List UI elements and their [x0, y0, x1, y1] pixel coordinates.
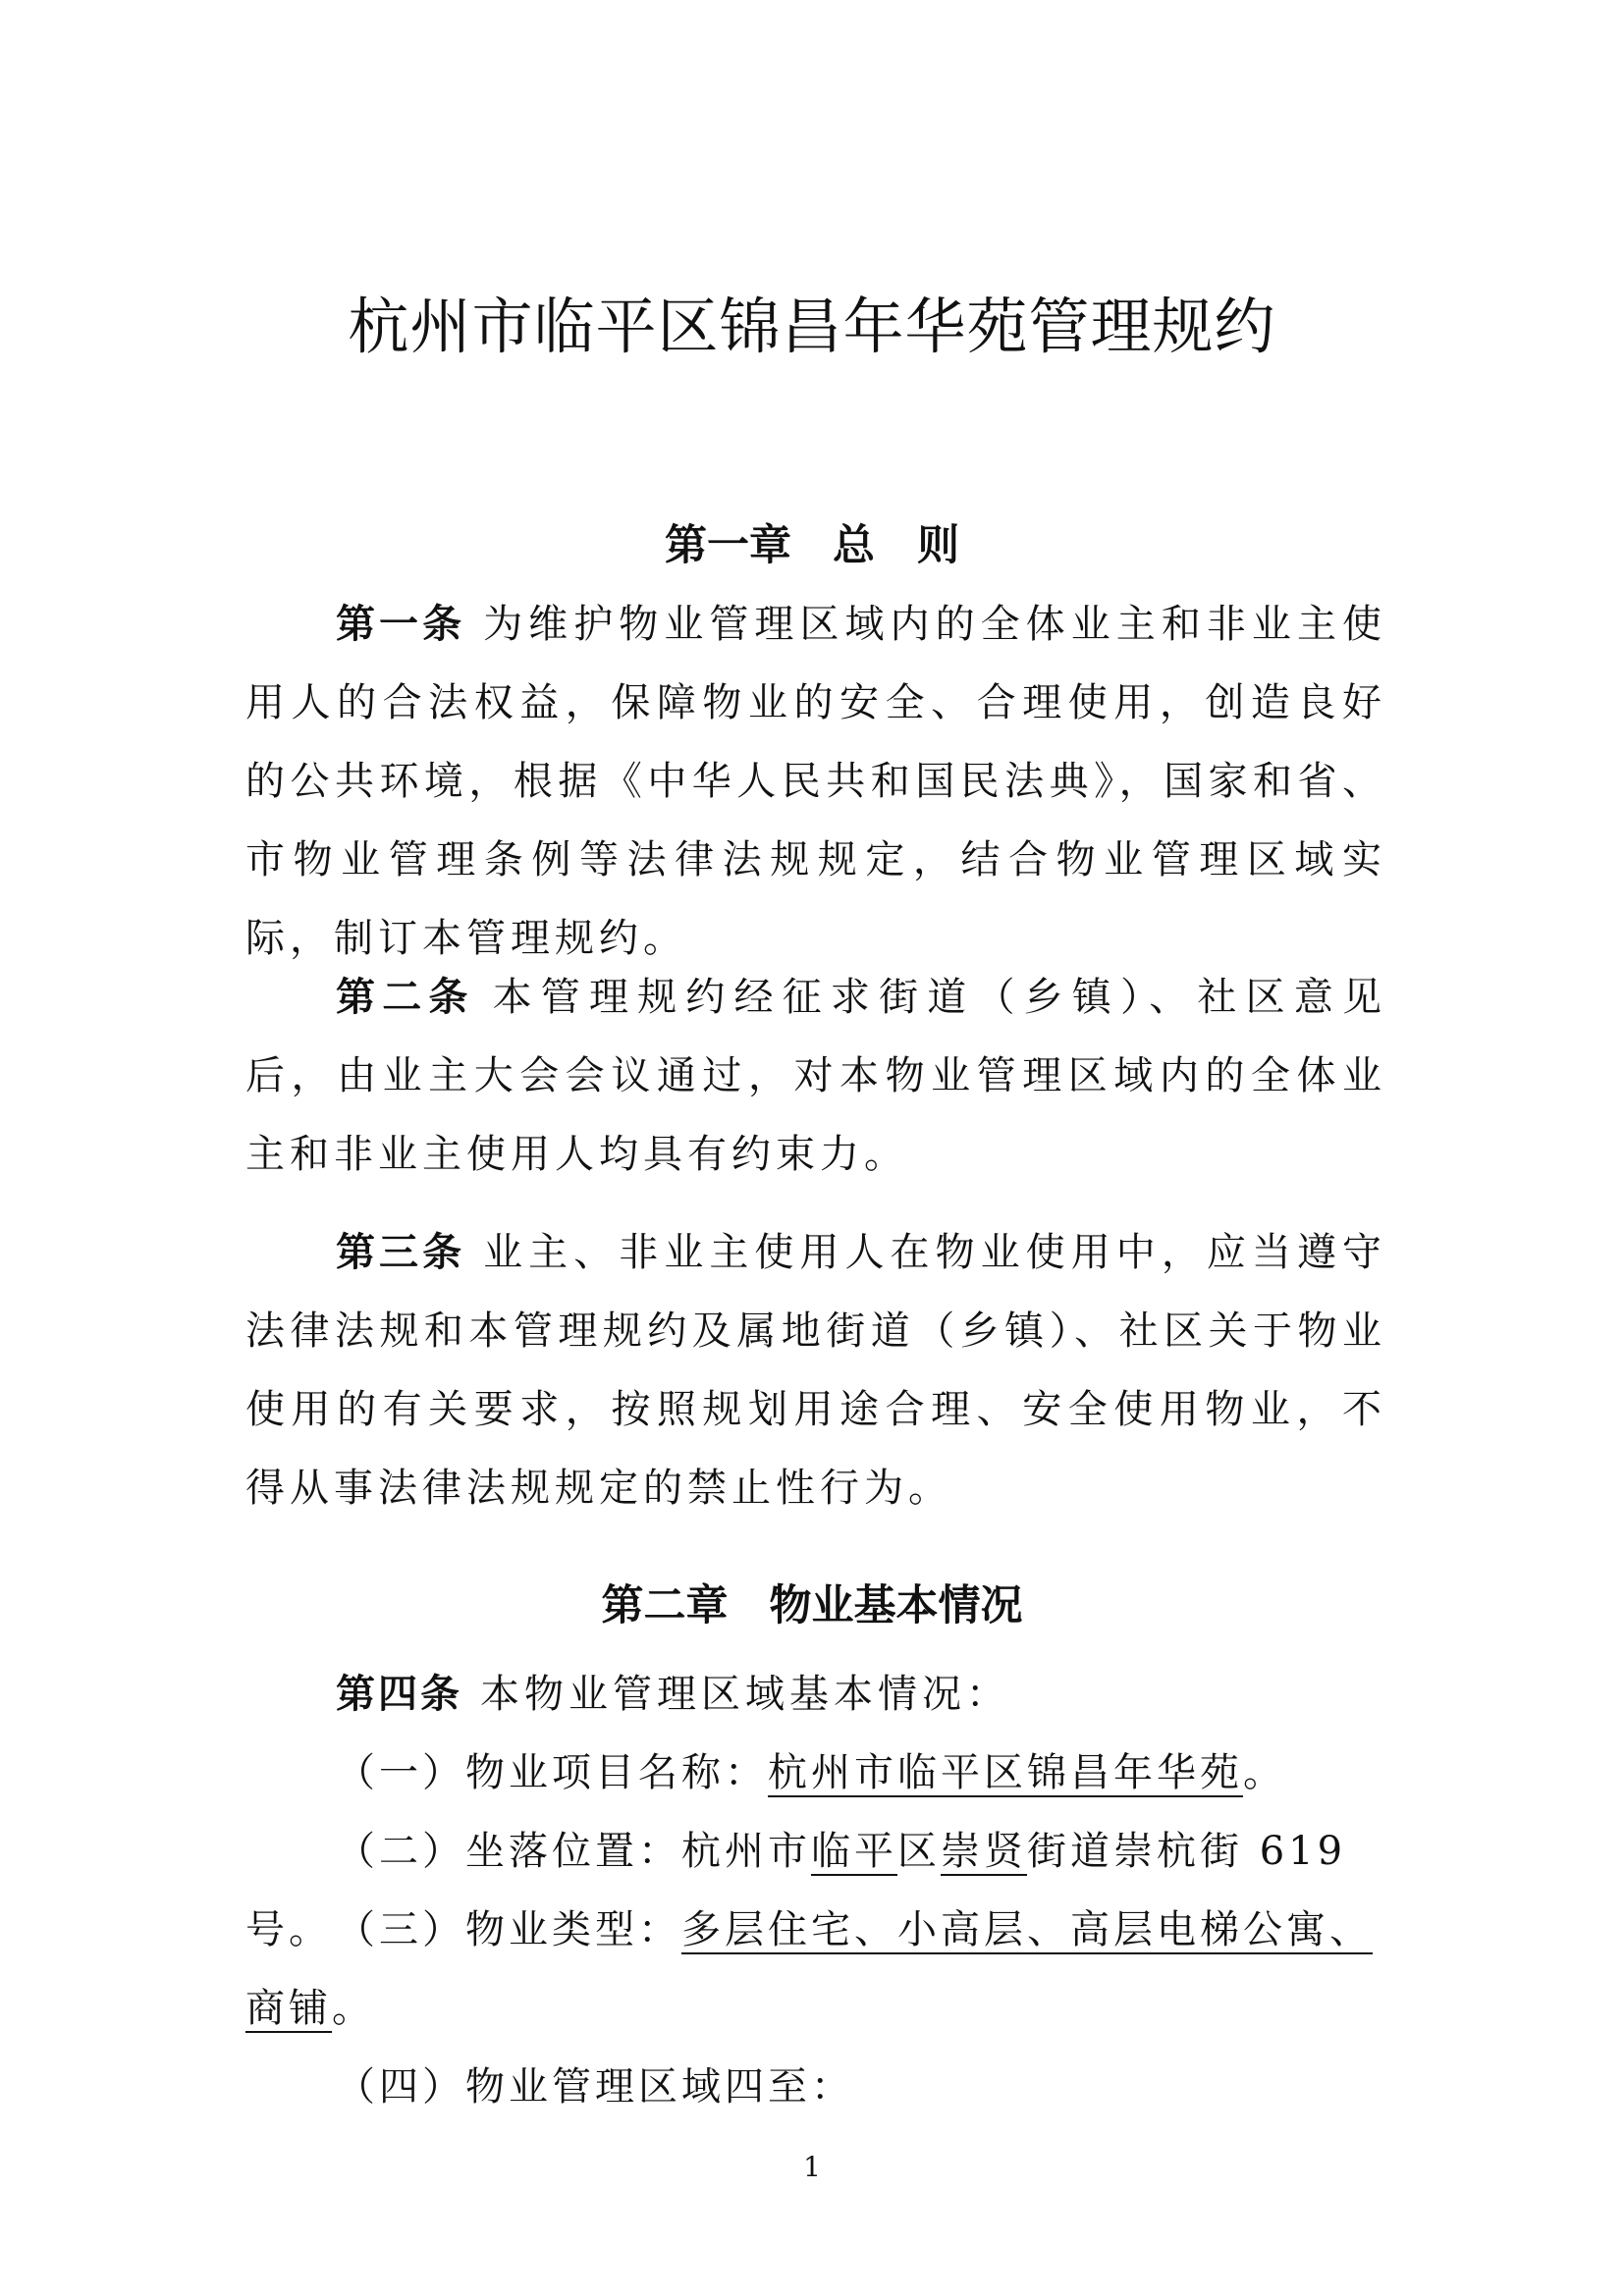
item-3-suffix: 。	[332, 1986, 375, 2031]
article-3-label: 第三条	[336, 1230, 466, 1275]
article-1-label: 第一条	[336, 602, 466, 647]
street-value: 崇贤	[941, 1829, 1027, 1874]
article-3-text: 业主、非业主使用人在物业使用中，应当遵守法律法规和本管理规约及属地街道（乡镇）、社区关于物业使用的有关要求，按照规划用途合理、安全使用物业，不得从事法律法规规定的禁止性行为。	[245, 1230, 1387, 1511]
item-1-suffix: 。	[1243, 1750, 1286, 1795]
item-2-rest: 街道崇杭街 619 号。	[245, 1829, 1347, 1952]
chapter-2-name: 物业基本情况	[769, 1581, 1023, 1630]
article-4-label: 第四条	[336, 1672, 462, 1717]
item-2-prefix: （二）坐落位置：杭州市	[336, 1829, 811, 1874]
chapter-2-heading	[0, 1576, 1624, 1635]
article-2-label: 第二条	[336, 975, 475, 1020]
article-1	[245, 585, 1386, 978]
article-2-text: 本管理规约经征求街道（乡镇）、社区意见后，由业主大会会议通过，对本物业管理区域内的全体业主和非业主使用人均具有约束力。	[245, 975, 1387, 1177]
item-project-name	[245, 1734, 1386, 1812]
district-value: 临平	[811, 1829, 897, 1874]
item-3-prefix: （三）物业类型：	[336, 1907, 681, 1952]
item-property-type	[245, 1891, 1386, 2048]
page-number: 1	[803, 2151, 821, 2183]
item-boundaries	[245, 2048, 1386, 2126]
article-3	[245, 1213, 1386, 1527]
article-2	[245, 958, 1386, 1194]
chapter-1-label: 第一章	[665, 521, 791, 570]
document-title: 杭州市临平区锦昌年华苑管理规约	[348, 291, 1276, 362]
item-1-prefix: （一）物业项目名称：	[336, 1750, 768, 1795]
item-4-text: （四）物业管理区域四至：	[336, 2064, 854, 2109]
article-4	[245, 1655, 1386, 1734]
chapter-1-heading	[0, 516, 1624, 575]
article-1-text: 为维护物业管理区域内的全体业主和非业主使用人的合法权益，保障物业的安全、合理使用，创造良好的公共环境，根据《中华人民共和国民法典》，国家和省、市物业管理条例等法律法规规定，结合物业管理区域实际，制订本管理规约。	[245, 602, 1387, 961]
project-name-value: 杭州市临平区锦昌年华苑	[768, 1750, 1243, 1795]
chapter-2-label: 第二章	[601, 1581, 729, 1630]
article-4-text: 本物业管理区域基本情况：	[480, 1672, 1010, 1717]
chapter-1-name: 总 则	[833, 521, 959, 570]
property-type-value: 多层住宅、小高层、高层电梯公寓、商铺	[245, 1907, 1373, 2031]
item-2-mid: 区	[897, 1829, 941, 1874]
